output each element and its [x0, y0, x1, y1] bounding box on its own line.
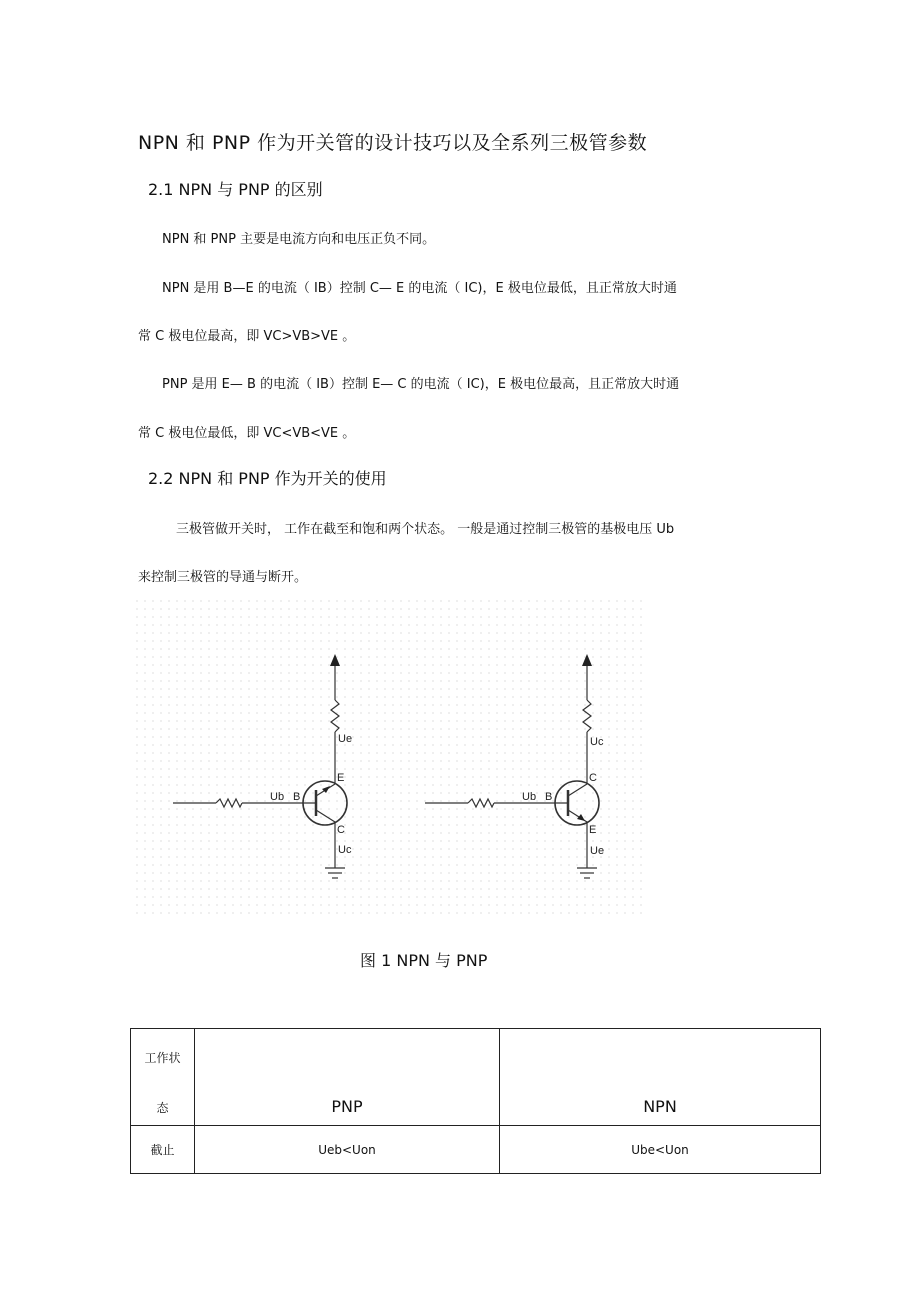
paragraph-3-line-2: 常 C 极电位最低，即 VC<VB<VE 。 [138, 426, 356, 441]
right-base-pin-label: B [545, 791, 553, 803]
left-bottom-label: Uc [338, 844, 352, 856]
header-npn-cell [500, 1029, 821, 1126]
table-row [131, 1126, 821, 1174]
right-pin-top-label: C [589, 772, 597, 784]
paragraph-3-line-1: PNP 是用 E— B 的电流（ IB）控制 E— C 的电流（ IC)，E 极电位最高，且正常放大时通 [162, 377, 680, 392]
row-label-cutoff: 截止 [131, 1126, 195, 1174]
diagram-grid-background [136, 600, 644, 920]
right-pin-bottom-label: E [589, 824, 597, 836]
paragraph-4-line-2: 来控制三极管的导通与断开。 [138, 570, 308, 585]
section-heading-2: 2.2 NPN 和 PNP 作为开关的使用 [148, 469, 387, 488]
paragraph-2-line-2: 常 C 极电位最高，即 VC>VB>VE 。 [138, 329, 356, 344]
state-table [130, 1028, 821, 1174]
right-bottom-label: Ue [590, 845, 605, 857]
table-header-row [131, 1029, 821, 1126]
header-label-cell [131, 1029, 195, 1126]
left-pin-bottom-label: C [337, 824, 345, 836]
header-pnp: PNP [331, 1097, 363, 1116]
row-npn-value: Ube<Uon [500, 1126, 821, 1174]
left-pin-top-label: E [337, 772, 345, 784]
paragraph-4-line-1: 三极管做开关时， 工作在截至和饱和两个状态。 一般是通过控制三极管的基极电压 Ub [176, 522, 675, 537]
left-base-label: Ub [270, 791, 285, 803]
left-top-label: Ue [338, 733, 353, 745]
left-base-pin-label: B [293, 791, 301, 803]
header-npn: NPN [643, 1097, 677, 1116]
row-pnp-value: Ueb<Uon [195, 1126, 500, 1174]
paragraph-1: NPN 和 PNP 主要是电流方向和电压正负不同。 [162, 232, 436, 247]
paragraph-2-line-1: NPN 是用 B—E 的电流（ IB）控制 C— E 的电流（ IC)，E 极电位最低，且正常放大时通 [162, 281, 677, 296]
header-label-line-1: 工作状 [144, 1051, 181, 1065]
figure-caption: 图 1 NPN 与 PNP [360, 951, 488, 970]
page-title: NPN 和 PNP 作为开关管的设计技巧以及全系列三极管参数 [138, 132, 648, 154]
right-top-label: Uc [590, 736, 604, 748]
header-pnp-cell [195, 1029, 500, 1126]
transistor-switch-diagram [136, 600, 644, 920]
right-base-label: Ub [522, 791, 537, 803]
section-heading-1: 2.1 NPN 与 PNP 的区别 [148, 180, 323, 199]
header-label-line-2: 态 [156, 1101, 169, 1115]
